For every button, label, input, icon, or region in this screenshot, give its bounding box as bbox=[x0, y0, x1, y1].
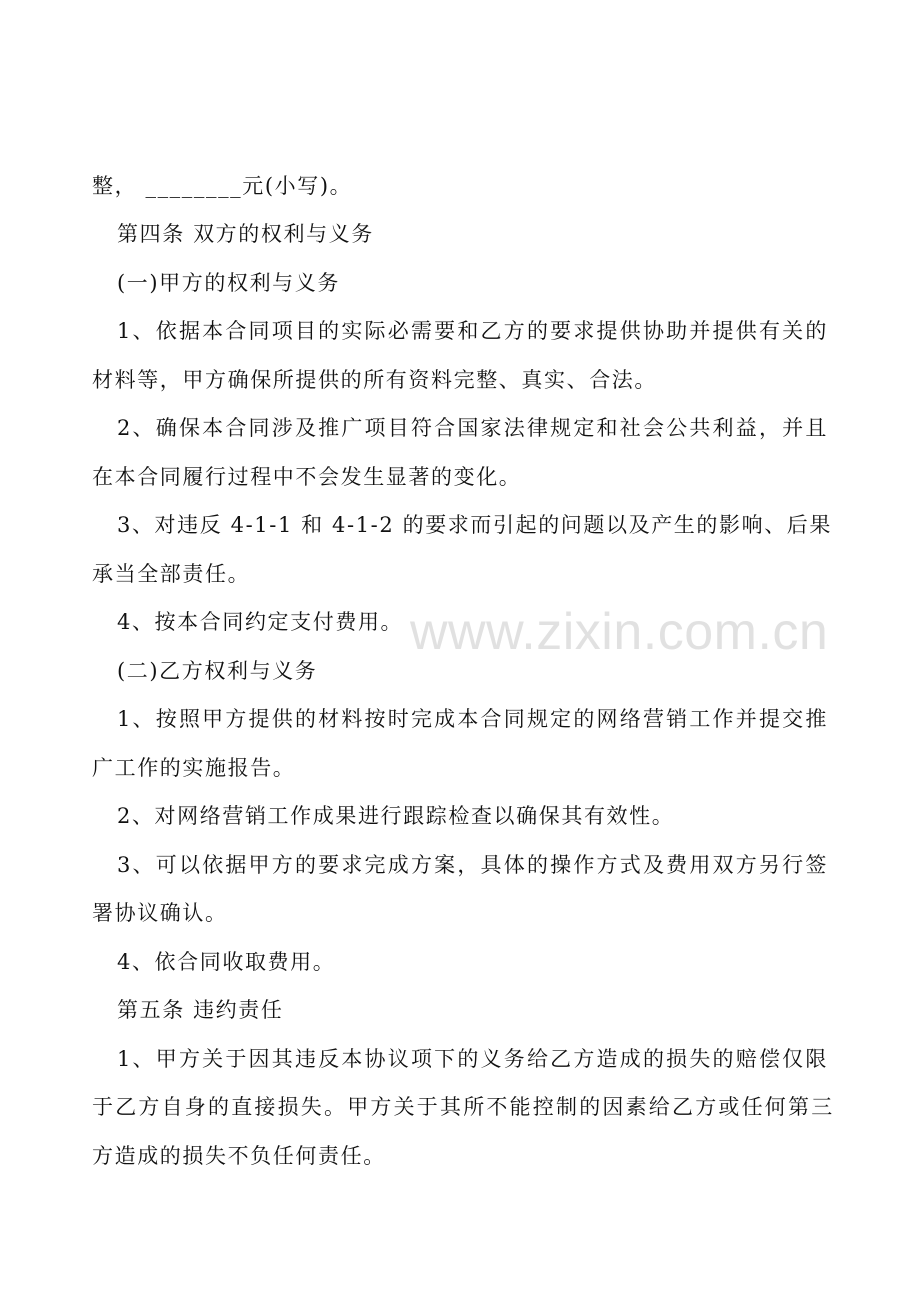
text-line-4: 1、依据本合同项目的实际必需要和乙方的要求提供协助并提供有关的 bbox=[117, 319, 829, 343]
text-line-21: 方造成的损失不负任何责任。 bbox=[92, 1144, 386, 1168]
text-line-13: 广工作的实施报告。 bbox=[92, 756, 296, 780]
text-line-6: 2、确保本合同涉及推广项目符合国家法律规定和社会公共利益，并且 bbox=[117, 416, 829, 440]
text-line-20: 于乙方自身的直接损失。甲方关于其所不能控制的因素给乙方或任何第三 bbox=[92, 1095, 835, 1119]
text-line-8: 3、对违反 4-1-1 和 4-1-2 的要求而引起的问题以及产生的影响、后果 bbox=[117, 513, 833, 537]
text-line-17: 4、依合同收取费用。 bbox=[117, 950, 336, 974]
text-line-10: 4、按本合同约定支付费用。 bbox=[117, 610, 404, 634]
text-line-12: 1、按照甲方提供的材料按时完成本合同规定的网络营销工作并提交推 bbox=[117, 707, 829, 731]
text-line-5: 材料等，甲方确保所提供的所有资料完整、真实、合法。 bbox=[92, 368, 657, 392]
text-line-16: 署协议确认。 bbox=[92, 901, 228, 925]
subsection-heading-party-b: (二)乙方权利与义务 bbox=[117, 659, 318, 683]
text-line-15: 3、可以依据甲方的要求完成方案，具体的操作方式及费用双方另行签 bbox=[117, 853, 829, 877]
text-line-9: 承当全部责任。 bbox=[92, 562, 251, 586]
section-heading-4: 第四条 双方的权利与义务 bbox=[117, 222, 374, 246]
text-line-19: 1、甲方关于因其违反本协议项下的义务给乙方造成的损失的赔偿仅限 bbox=[117, 1047, 829, 1071]
text-line-1: 整， ________元(小写)。 bbox=[92, 174, 353, 198]
text-line-14: 2、对网络营销工作成果进行跟踪检查以确保其有效性。 bbox=[117, 804, 675, 828]
watermark-text: www.zixin.com.cn bbox=[410, 603, 829, 661]
section-heading-5: 第五条 违约责任 bbox=[117, 998, 284, 1022]
text-line-7: 在本合同履行过程中不会发生显著的变化。 bbox=[92, 465, 522, 489]
subsection-heading-party-a: (一)甲方的权利与义务 bbox=[117, 271, 340, 295]
